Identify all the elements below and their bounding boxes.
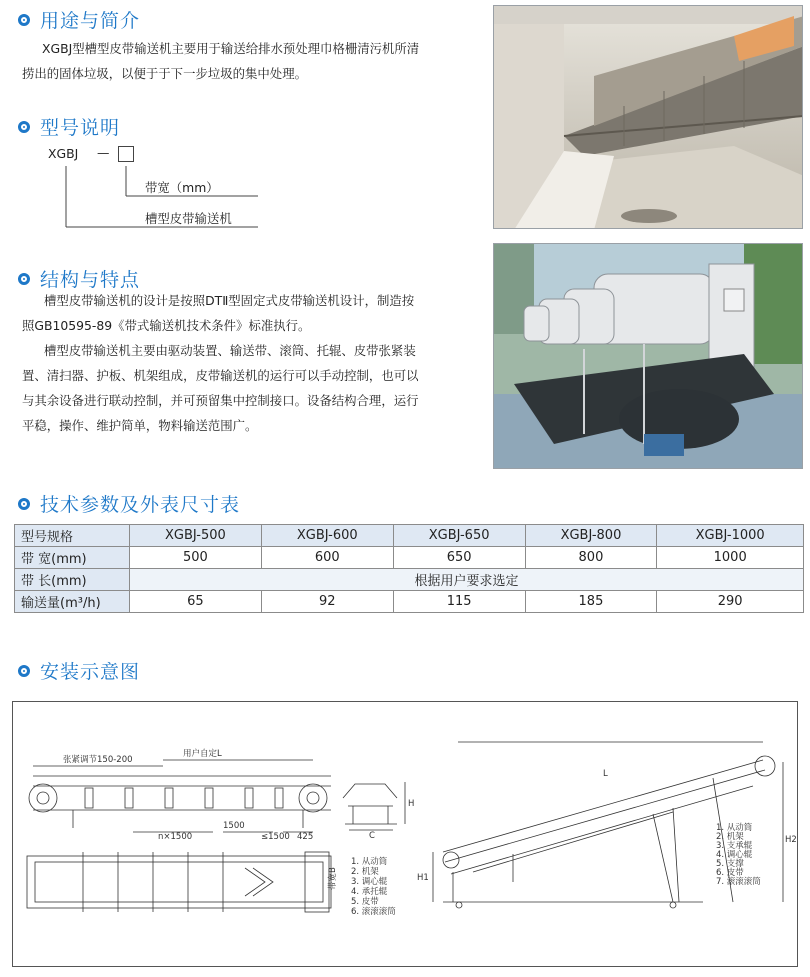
right-legend-item-1: 1. 从动筒 (716, 823, 753, 833)
conveyor-tunnel-photo (493, 5, 803, 229)
left-legend-item-5: 5. 皮带 (351, 897, 379, 907)
structure-line-3: 槽型皮带输送机主要由驱动装置、输送带、滚筒、托辊、皮带张紧装 (44, 343, 416, 358)
right-legend-item-2: 2. 机架 (716, 832, 744, 842)
circle-bullet-icon (18, 498, 30, 510)
left-legend-item-6: 6. 滚滚滚筒 (351, 907, 396, 917)
left-legend (351, 856, 396, 917)
label-L: L (603, 769, 608, 779)
plan-view (27, 852, 331, 912)
structure-paragraph (22, 288, 492, 438)
table-cell: 290 (657, 591, 804, 613)
model-width-label: 带宽（mm） (145, 180, 219, 195)
table-row (15, 547, 804, 569)
side-view (29, 760, 331, 832)
table-header-cell: XGBJ-1000 (657, 525, 804, 547)
table-row-header: 带 长(mm) (15, 569, 130, 591)
section-install-header (18, 657, 140, 684)
structure-line-6: 平稳，操作、维护简单，物料输送范围广。 (22, 418, 258, 433)
label-425: 425 (297, 832, 314, 842)
label-belt-width: 带宽B (328, 867, 338, 890)
label-tension: 张紧调节150-200 (63, 755, 133, 765)
right-legend-item-5: 5. 支撑 (716, 859, 744, 869)
structure-line-2: 照GB10595-89《带式输送机技术条件》标准执行。 (22, 318, 311, 333)
left-legend-item-4: 4. 承托辊 (351, 887, 388, 897)
section-params-header (18, 490, 240, 517)
table-header-cell: XGBJ-500 (130, 525, 262, 547)
table-cell: 65 (130, 591, 262, 613)
right-legend (716, 822, 761, 887)
right-legend-item-4: 4. 调心辊 (716, 850, 753, 860)
table-cell: 115 (393, 591, 525, 613)
left-legend-item-2: 2. 机架 (351, 867, 379, 877)
table-cell: 600 (261, 547, 393, 569)
table-cell: 185 (525, 591, 657, 613)
circle-bullet-icon (18, 665, 30, 677)
label-le1500: ≤1500 (261, 832, 290, 842)
structure-line-4: 置、清扫器、护板、机架组成，皮带输送机的运行可以手动控制，也可以 (22, 368, 419, 383)
table-header-cell: 型号规格 (15, 525, 130, 547)
table-cell: 1000 (657, 547, 804, 569)
section-usage-title: 用途与简介 (40, 10, 141, 32)
cross-section-view (343, 782, 405, 830)
left-legend-item-3: 3. 调心辊 (351, 877, 388, 887)
install-diagram (13, 702, 797, 966)
table-row (15, 569, 804, 591)
table-cell-merged: 根据用户要求选定 (130, 569, 804, 591)
table-header-cell: XGBJ-650 (393, 525, 525, 547)
left-legend-item-1: 1. 从动筒 (351, 857, 388, 867)
model-code-lines (0, 0, 300, 240)
structure-line-1: 槽型皮带输送机的设计是按照DTⅡ型固定式皮带输送机设计，制造按 (44, 293, 415, 308)
section-model-title: 型号说明 (40, 117, 121, 139)
right-legend-item-7: 7. 滚滚滚筒 (716, 877, 761, 887)
table-header-cell: XGBJ-600 (261, 525, 393, 547)
table-cell: 500 (130, 547, 262, 569)
table-cell: 800 (525, 547, 657, 569)
right-legend-item-6: 6. 皮带 (716, 868, 744, 878)
table-row-header: 输送量(m³/h) (15, 591, 130, 613)
right-legend-item-3: 3. 支承辊 (716, 841, 753, 851)
section-structure-title: 结构与特点 (40, 269, 141, 291)
table-row (15, 525, 804, 547)
usage-line-2: 捞出的固体垃圾，以便于于下一步垃圾的集中处理。 (22, 66, 307, 81)
table-row-header: 带 宽(mm) (15, 547, 130, 569)
model-type-label: 槽型皮带输送机 (145, 211, 232, 226)
label-n1500: n×1500 (158, 832, 193, 842)
table-header-cell: XGBJ-800 (525, 525, 657, 547)
section-install-title: 安装示意图 (40, 661, 141, 683)
model-dash: — (97, 145, 110, 160)
label-H1: H1 (417, 873, 429, 883)
section-params-title: 技术参数及外表尺寸表 (40, 494, 241, 516)
label-1500: 1500 (223, 821, 245, 831)
spec-table (14, 524, 804, 613)
model-code: XGBJ (48, 146, 79, 161)
table-cell: 92 (261, 591, 393, 613)
label-H2: H2 (785, 835, 797, 845)
circle-bullet-icon (18, 273, 30, 285)
structure-line-5: 与其余设备进行联动控制，并可预留集中控制接口。设备结构合理，运行 (22, 393, 419, 408)
table-row (15, 591, 804, 613)
label-H: H (408, 799, 415, 809)
label-custom-length: 用户自定L (183, 749, 222, 759)
label-C: C (369, 831, 375, 841)
install-diagram-frame (12, 701, 798, 967)
usage-line-1: XGBJ型槽型皮带输送机主要用于输送给排水预处理巾格栅清污机所清 (42, 41, 420, 56)
conveyor-outdoor-photo (493, 243, 803, 469)
table-cell: 650 (393, 547, 525, 569)
